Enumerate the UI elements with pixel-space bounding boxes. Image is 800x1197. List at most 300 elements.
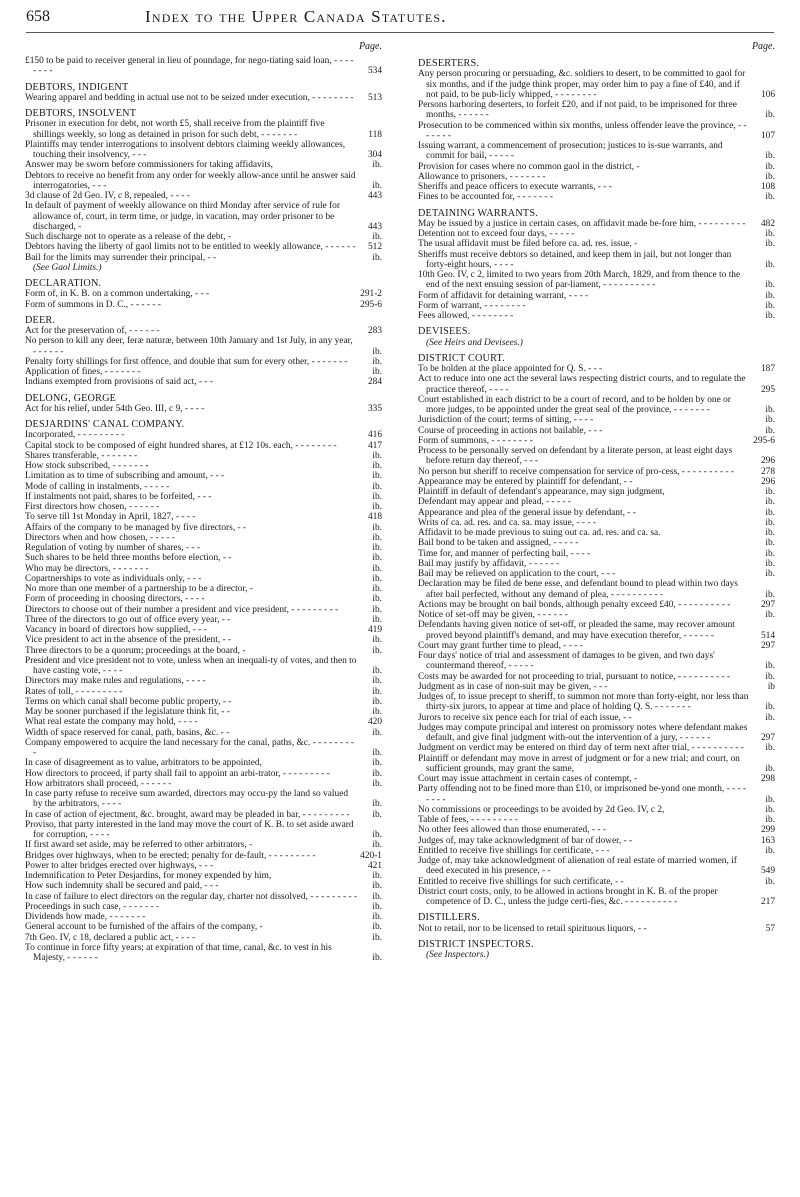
entry-text: No more than one member of a partnership to be a director, - bbox=[25, 584, 253, 594]
index-entry bbox=[25, 635, 382, 645]
index-entry bbox=[25, 584, 382, 594]
entry-text: Judges of, may take acknowledgment of bar of dower, - - bbox=[418, 835, 633, 846]
index-entry bbox=[25, 728, 382, 738]
entry-text: Bail for the limits may surrender their principal, - - bbox=[25, 252, 217, 263]
index-entry bbox=[418, 446, 775, 467]
index-entry bbox=[418, 69, 775, 100]
index-entry bbox=[25, 779, 382, 789]
index-entry bbox=[418, 477, 775, 487]
entry-page-ref: 297 bbox=[760, 640, 775, 651]
entry-page-ref: ib. bbox=[372, 160, 382, 171]
index-entry bbox=[418, 415, 775, 425]
index-entry bbox=[25, 861, 382, 871]
entry-page-ref: ib. bbox=[765, 161, 775, 172]
entry-text: Power to alter bridges erected over highways, - - - bbox=[25, 860, 213, 871]
entry-text: Incorporated, - - - - - - - - - bbox=[25, 430, 125, 441]
entry-text: No commissions or proceedings to be avoided by 2d Geo. IV, c 2, bbox=[418, 804, 665, 815]
entry-text: Proviso, that party interested in the land may move the court of K. B. to set aside award for corruption, - - - - bbox=[25, 819, 354, 840]
index-entry bbox=[25, 441, 382, 451]
entry-page-ref: 443 bbox=[367, 191, 382, 201]
entry-text: Notice of set-off may be given, - - - - - - bbox=[418, 610, 568, 620]
entry-text: Judgment as in case of non-suit may be given, - - - bbox=[418, 681, 608, 692]
entry-page-ref: ib. bbox=[765, 405, 775, 415]
entry-text: Sheriffs and peace officers to execute warrants, - - - bbox=[418, 182, 612, 192]
index-entry bbox=[25, 119, 382, 140]
page-title: Index to the Upper Canada Statutes. bbox=[145, 7, 447, 26]
entry-page-ref: 514 bbox=[760, 630, 775, 641]
index-heading: DISTRICT INSPECTORS. bbox=[418, 938, 534, 950]
entry-text: Width of space reserved for canal, path, basins, &c. - - bbox=[25, 727, 230, 738]
entry-page-ref: ib. bbox=[372, 758, 382, 769]
index-entry bbox=[25, 943, 382, 964]
index-heading: DESERTERS. bbox=[418, 58, 480, 69]
entry-page-ref: ib. bbox=[765, 229, 775, 239]
index-entry bbox=[25, 300, 382, 310]
index-entry bbox=[418, 651, 775, 672]
entry-page-ref: ib. bbox=[765, 311, 775, 321]
entry-text: How such indemnity shall be secured and paid, - - - bbox=[25, 881, 219, 892]
index-entry bbox=[25, 253, 382, 263]
entry-text: Such discharge not to operate as a release of the debt, - bbox=[25, 232, 231, 242]
entry-page-ref: ib. bbox=[372, 232, 382, 242]
entry-page-ref: ib. bbox=[372, 768, 382, 779]
entry-page-ref: ib. bbox=[765, 569, 775, 579]
entry-text: If instalments not paid, shares to be forfeited, - - - bbox=[25, 491, 212, 502]
index-entry bbox=[25, 697, 382, 707]
entry-text: How arbitrators shall proceed, - - - - - - bbox=[25, 778, 172, 789]
left-column bbox=[25, 42, 382, 963]
entry-page-ref: ib. bbox=[765, 290, 775, 301]
index-entry bbox=[25, 717, 382, 727]
entry-page-ref: ib. bbox=[765, 610, 775, 620]
entry-text: Writs of ca. ad. res. and ca. sa. may issue, - - - - bbox=[418, 517, 596, 528]
entry-page-ref: ib. bbox=[372, 696, 382, 707]
index-entry bbox=[25, 676, 382, 686]
entry-text: Provision for cases where no common gaol in the district, - bbox=[418, 161, 640, 172]
index-entry bbox=[25, 564, 382, 574]
entry-text: Party offending not to be fined more than £10, or imprisoned be-yond one month, - - - - - - - - bbox=[418, 784, 747, 805]
entry-page-ref: ib. bbox=[372, 799, 382, 810]
entry-page-ref: 283 bbox=[367, 326, 382, 336]
page-column-label: Page. bbox=[751, 41, 775, 52]
entry-text: Penalty forty shillings for first offence, and double that sum for every other, - - - - - - - bbox=[25, 356, 348, 367]
entry-text: Course of proceeding in actions not bailable, - - - bbox=[418, 425, 603, 436]
index-entry bbox=[418, 713, 775, 723]
index-entry bbox=[25, 922, 382, 932]
entry-text: May be sooner purchased if the legislature think fit, - - bbox=[25, 707, 230, 717]
entry-text: No person but sheriff to receive compensation for service of pro-cess, - - - - - - - - - - bbox=[418, 466, 735, 477]
entry-text: Debtors having the liberty of gaol limits not to be entitled to weekly allowance, - - - - - - bbox=[25, 242, 356, 253]
entry-text: Actions may be brought on bail bonds, although penalty exceed £40, - - - - - - - - - - bbox=[418, 599, 731, 610]
entry-text: Regulation of voting by number of shares, - - - bbox=[25, 543, 200, 553]
index-entry bbox=[418, 250, 775, 271]
index-entry bbox=[25, 232, 382, 242]
index-entry bbox=[418, 508, 775, 518]
entry-text: First directors how chosen, - - - - - - bbox=[25, 502, 160, 512]
entry-text: Affidavit to be made previous to suing out ca. ad. res. and ca. sa. bbox=[418, 528, 661, 538]
index-entry bbox=[25, 615, 382, 625]
entry-page-ref: 284 bbox=[367, 377, 382, 388]
entry-page-ref: ib bbox=[767, 681, 775, 692]
index-entry bbox=[418, 641, 775, 651]
entry-page-ref: ib. bbox=[372, 502, 382, 512]
index-entry bbox=[25, 758, 382, 768]
index-heading: DEBTORS, INSOLVENT bbox=[25, 108, 137, 119]
entry-page-ref: 295-6 bbox=[360, 299, 382, 310]
entry-page-ref: ib. bbox=[372, 356, 382, 367]
entry-page-ref: ib. bbox=[372, 563, 382, 574]
index-entry bbox=[418, 569, 775, 579]
entry-text: Jurisdiction of the court; terms of sitting, - - - - bbox=[418, 415, 594, 426]
index-entry bbox=[25, 933, 382, 943]
entry-page-ref: ib. bbox=[765, 815, 775, 825]
entry-text: Three of the directors to go out of office every year, - - bbox=[25, 614, 231, 625]
index-entry bbox=[25, 687, 382, 697]
entry-page-ref: ib. bbox=[765, 794, 775, 805]
entry-page-ref: ib. bbox=[372, 881, 382, 892]
index-entry bbox=[418, 723, 775, 744]
entry-text: Court may grant further time to plead, - - - - bbox=[418, 640, 583, 651]
entry-text: Capital stock to be composed of eight hundred shares, at £12 10s. each, - - - - - - - - bbox=[25, 440, 337, 451]
index-entry bbox=[25, 656, 382, 677]
entry-page-ref: ib. bbox=[372, 748, 382, 758]
entry-text: Process to be personally served on defendant by a literate person, at least eight days before return day thereof, - - - bbox=[418, 446, 733, 467]
entry-text: Allowance to prisoners, - - - - - - - bbox=[418, 171, 546, 182]
entry-text: Declaration may be filed de bene esse, and defendant bound to plead within two days after bail perfected, without any demand of plea, - - - - - - - - - - bbox=[418, 579, 738, 600]
index-entry bbox=[418, 743, 775, 753]
entry-page-ref: ib. bbox=[765, 110, 775, 121]
entry-text: Application of fines, - - - - - - - bbox=[25, 367, 141, 377]
entry-page-ref: ib. bbox=[765, 415, 775, 426]
entry-page-ref: ib. bbox=[372, 346, 382, 357]
entry-page-ref: 534 bbox=[367, 66, 382, 77]
entry-text: Form of summons in D. C., - - - - - - bbox=[25, 299, 161, 310]
entry-text: Vice president to act in the absence of the president, - - bbox=[25, 635, 232, 646]
entry-text: Act to reduce into one act the several laws respecting district courts, and to regulate the practice thereof, - - - - bbox=[418, 374, 746, 395]
entry-page-ref: ib. bbox=[372, 953, 382, 963]
entry-text: Indians exempted from provisions of said act, - - - bbox=[25, 377, 213, 388]
index-entry bbox=[25, 902, 382, 912]
index-entry bbox=[25, 430, 382, 440]
entry-page-ref: ib. bbox=[372, 840, 382, 851]
entry-text: Jurors to receive six pence each for trial of each issue, - - bbox=[418, 712, 632, 723]
index-entry bbox=[25, 881, 382, 891]
index-entry bbox=[25, 367, 382, 377]
entry-page-ref: 417 bbox=[367, 440, 382, 451]
index-entry bbox=[25, 840, 382, 850]
index-heading: DETAINING WARRANTS. bbox=[418, 207, 538, 219]
entry-page-ref: ib. bbox=[372, 584, 382, 594]
entry-page-ref: 107 bbox=[760, 130, 775, 141]
entry-page-ref: 443 bbox=[367, 221, 382, 232]
entry-page-ref: ib. bbox=[372, 553, 382, 564]
entry-text: Detention not to exceed four days, - - - - - bbox=[418, 229, 575, 239]
index-entry bbox=[25, 605, 382, 615]
index-entry bbox=[25, 289, 382, 299]
index-entry bbox=[418, 846, 775, 856]
entry-text: Who may be directors, - - - - - - - bbox=[25, 563, 149, 574]
entry-page-ref: ib. bbox=[765, 548, 775, 559]
entry-page-ref: ib. bbox=[372, 809, 382, 820]
entry-page-ref: 335 bbox=[367, 403, 382, 414]
index-heading: DEBTORS, INDIGENT bbox=[25, 81, 129, 93]
index-entry bbox=[418, 692, 775, 713]
entry-page-ref: ib. bbox=[372, 604, 382, 615]
entry-page-ref: ib. bbox=[765, 171, 775, 182]
index-entry bbox=[25, 461, 382, 471]
index-entry bbox=[25, 512, 382, 522]
index-entry bbox=[418, 805, 775, 815]
index-entry bbox=[418, 192, 775, 202]
entry-page-ref: 416 bbox=[367, 430, 382, 441]
entry-page-ref: ib. bbox=[765, 425, 775, 436]
entry-page-ref: ib. bbox=[765, 702, 775, 713]
index-entry bbox=[418, 836, 775, 846]
index-entry bbox=[25, 789, 382, 810]
index-entry bbox=[418, 239, 775, 249]
entry-page-ref: 106 bbox=[760, 89, 775, 100]
index-entry bbox=[418, 815, 775, 825]
entry-text: Judges of, to issue precept to sheriff, to summon not more than forty-eight, nor less than thirty-six jurors, to appear at time and place of holding Q. S. - - - - - - - bbox=[418, 692, 749, 713]
entry-page-ref: ib. bbox=[372, 922, 382, 933]
index-entry bbox=[25, 810, 382, 820]
index-entry bbox=[418, 754, 775, 775]
index-entry bbox=[418, 426, 775, 436]
entry-text: Costs may be awarded for not proceeding to trial, pursuant to notice, - - - - - - - - - - bbox=[418, 671, 731, 682]
entry-text: Bail may be relieved on application to the court, - - - bbox=[418, 569, 616, 579]
index-entry bbox=[418, 301, 775, 311]
entry-page-ref: 278 bbox=[760, 466, 775, 477]
index-entry bbox=[418, 518, 775, 528]
index-heading: DECLARATION. bbox=[25, 278, 102, 289]
index-entry bbox=[25, 523, 382, 533]
entry-page-ref: ib. bbox=[765, 743, 775, 754]
index-entry bbox=[25, 336, 382, 357]
entry-page-ref: ib. bbox=[372, 367, 382, 377]
entry-page-ref: ib. bbox=[765, 538, 775, 549]
entry-text: Form of, in K. B. on a common undertaking, - - - bbox=[25, 289, 210, 300]
entry-page-ref: ib. bbox=[372, 522, 382, 533]
see-reference: (See Heirs and Devisees.) bbox=[426, 337, 523, 348]
entry-page-ref: ib. bbox=[765, 661, 775, 672]
entry-page-ref: 295-6 bbox=[753, 435, 775, 446]
entry-page-ref: ib. bbox=[372, 573, 382, 584]
entry-text: Affairs of the company to be managed by five directors, - - bbox=[25, 522, 247, 533]
right-column bbox=[418, 42, 775, 960]
entry-page-ref: ib. bbox=[372, 614, 382, 625]
entry-page-ref: ib. bbox=[765, 300, 775, 311]
entry-page-ref: 420-1 bbox=[360, 850, 382, 861]
entry-page-ref: 217 bbox=[760, 897, 775, 907]
entry-page-ref: 304 bbox=[367, 150, 382, 160]
index-entry bbox=[418, 141, 775, 162]
entry-text: Limitation as to time of subscribing and amount, - - - bbox=[25, 471, 225, 482]
entry-text: Any person procuring or persuading, &c. soldiers to desert, to be committed to gaol for six months, and if the judge think proper, may order him to pay a fine of £40, and if not paid, to be pub-licly whipped, - - - - - - - - bbox=[418, 69, 746, 100]
entry-page-ref: 549 bbox=[760, 866, 775, 877]
entry-page-ref: ib. bbox=[372, 471, 382, 482]
entry-text: Plaintiffs may tender interrogations to insolvent debtors claiming weekly allowances, touching their insolvency, - - - bbox=[25, 139, 346, 160]
index-entry bbox=[25, 769, 382, 779]
entry-page-ref: ib. bbox=[765, 192, 775, 203]
index-entry bbox=[418, 436, 775, 446]
entry-text: May be issued by a justice in certain cases, on affidavit made be-fore him, - - - - - - - - - bbox=[418, 218, 746, 229]
entry-text: Answer may be sworn before commissioners for taking affidavits, bbox=[25, 160, 273, 171]
entry-text: Bail may justify by affidavit, - - - - - - bbox=[418, 558, 560, 569]
entry-text: Prisoner in execution for debt, not worth £5, shall receive from the plaintiff five shillings weekly, so long as detained in prison for such debt, - - - - - - - bbox=[25, 119, 325, 140]
header-rule bbox=[26, 32, 774, 33]
entry-text: Company empowered to acquire the land necessary for the canal, paths, &c. - - - - - - - - - bbox=[25, 737, 355, 758]
entry-text: Rates of toll, - - - - - - - - - bbox=[25, 686, 123, 697]
page-column-label: Page. bbox=[358, 41, 382, 52]
index-entry bbox=[418, 877, 775, 887]
entry-text: Shares transferable, - - - - - - - bbox=[25, 450, 138, 461]
index-entry bbox=[418, 497, 775, 507]
entry-text: Judges may compute principal and interest on promissory notes where defendant makes default, and give final judgment with-out the intervention of a jury, - - - - - - bbox=[418, 722, 748, 743]
entry-text: 10th Geo. IV, c 2, limited to two years from 20th March, 1829, and from thence to the end of the next ensuing session of par-liament, - - - - - - - - - - bbox=[418, 270, 741, 291]
index-entry bbox=[25, 451, 382, 461]
index-entry bbox=[25, 820, 382, 841]
see-reference: (See Gaol Limits.) bbox=[33, 262, 102, 273]
entry-page-ref: ib. bbox=[765, 876, 775, 887]
entry-page-ref: ib. bbox=[372, 543, 382, 553]
entry-text: District court costs, only, to be allowed in actions brought in K. B. of the proper competence of D. C., unless the judge certi-fies, &c. - - - - - - - - - - bbox=[418, 886, 718, 907]
entry-text: Defendant may appear and plead, - - - - - bbox=[418, 497, 572, 508]
entry-text: Form of affidavit for detaining warrant, - - - - bbox=[418, 290, 589, 301]
entry-text: In case of disagreement as to value, arbitrators to be appointed, bbox=[25, 758, 262, 769]
entry-page-ref: ib. bbox=[765, 259, 775, 270]
entry-text: Four days' notice of trial and assessment of damages to be given, and two days' countermand thereof, - - - - - bbox=[418, 651, 715, 672]
entry-page-ref: 420 bbox=[367, 717, 382, 728]
entry-page-ref: ib. bbox=[372, 901, 382, 912]
index-entry bbox=[25, 191, 382, 201]
entry-text: Appearance and plea of the general issue by defendant, - - bbox=[418, 507, 636, 518]
index-entry bbox=[25, 738, 382, 759]
entry-text: Defendants having given notice of set-off, or pleaded the same, may recover amount proved beyond plaintiff's demand, and may have execution therefor, - - - - - - bbox=[418, 620, 735, 641]
entry-text: In case of failure to elect directors on the regular day, charter not dissolved, - - - - - - - - - bbox=[25, 891, 358, 902]
entry-text: In default of payment of weekly allowance on third Monday after service of rule for allowance of, court, in term time, or judge, in vacation, may order prisoner to be discharged, - bbox=[25, 201, 340, 232]
entry-text: Directors to choose out of their number a president and vice president, - - - - - - - - - bbox=[25, 604, 339, 615]
entry-text: Directors when and how chosen, - - - - - bbox=[25, 532, 175, 543]
index-entry bbox=[25, 326, 382, 336]
entry-page-ref: 297 bbox=[760, 733, 775, 743]
entry-text: What real estate the company may hold, - - - - bbox=[25, 717, 198, 728]
entry-page-ref: ib. bbox=[372, 450, 382, 461]
index-entry bbox=[25, 851, 382, 861]
entry-text: General account to be furnished of the affairs of the company, - bbox=[25, 922, 263, 933]
index-heading: DISTILLERS. bbox=[418, 912, 480, 924]
entry-page-ref: ib. bbox=[765, 280, 775, 291]
index-entry bbox=[25, 357, 382, 367]
entry-text: Copartnerships to vote as individuals only, - - - bbox=[25, 573, 202, 584]
entry-page-ref: ib. bbox=[372, 461, 382, 471]
index-entry bbox=[418, 182, 775, 192]
index-entry bbox=[418, 600, 775, 610]
entry-text: How stock subscribed, - - - - - - - bbox=[25, 461, 149, 471]
index-entry bbox=[25, 892, 382, 902]
entry-text: How directors to proceed, if party shall fail to appoint an arbi-trator, - - - - - - - - - bbox=[25, 768, 330, 779]
entry-text: Form of warrant, - - - - - - - - bbox=[418, 300, 526, 311]
entry-page-ref: 118 bbox=[368, 129, 382, 140]
entry-page-ref: 298 bbox=[760, 774, 775, 784]
entry-text: If first award set aside, may be referred to other arbitrators, - bbox=[25, 840, 253, 851]
index-entry bbox=[418, 364, 775, 374]
index-heading: DEER. bbox=[25, 314, 56, 326]
index-entry bbox=[25, 482, 382, 492]
entry-text: Not to retail, nor to be licensed to retail spirituous liquors, - - bbox=[418, 923, 647, 934]
entry-text: Sheriffs must receive debtors so detained, and keep them in jail, but not longer than forty-eight hours, - - - - bbox=[418, 249, 732, 270]
index-entry bbox=[25, 471, 382, 481]
index-heading: DESJARDINS' CANAL COMPANY. bbox=[25, 419, 185, 430]
index-entry bbox=[418, 487, 775, 497]
entry-text: Judge of, may take acknowledgment of alienation of real estate of married women, if deed executed in his presence, - - bbox=[418, 856, 737, 877]
entry-text: 7th Geo. IV, c 18, declared a public act, - - - - bbox=[25, 932, 196, 943]
entry-text: 3d clause of 2d Geo. IV, c 8, repealed, - - - - bbox=[25, 191, 190, 201]
entry-text: Dividends how made, - - - - - - - bbox=[25, 912, 146, 922]
entry-page-ref: ib. bbox=[765, 517, 775, 528]
entry-text: To serve till 1st Monday in April, 1827, - - - - bbox=[25, 512, 196, 523]
index-entry bbox=[25, 404, 382, 414]
entry-page-ref: 418 bbox=[367, 512, 382, 523]
entry-text: Fines to be accounted for, - - - - - - - bbox=[418, 192, 553, 203]
index-entry bbox=[418, 100, 775, 121]
entry-text: No person to kill any deer, feræ naturæ, between 10th January and 1st July, in any year, - - - - - - bbox=[25, 336, 353, 357]
index-heading: DELONG, GEORGE bbox=[25, 392, 117, 404]
index-entry bbox=[418, 559, 775, 569]
entry-page-ref: ib. bbox=[372, 727, 382, 738]
entry-page-ref: 513 bbox=[367, 92, 382, 103]
entry-page-ref: ib. bbox=[765, 497, 775, 508]
entry-text: Court established in each district to be a court of record, and to be holden by one or more judges, to be appointed under the great seal of the province, - - - - - - - bbox=[418, 394, 731, 415]
entry-text: Act for his relief, under 54th Geo. III, c 9, - - - - bbox=[25, 403, 205, 414]
entry-page-ref: 295 bbox=[760, 384, 775, 395]
entry-text: £150 to be paid to receiver general in lieu of poundage, for nego-tiating said loan, - - - - - - - - bbox=[25, 56, 354, 77]
entry-page-ref: 421 bbox=[367, 860, 382, 871]
index-entry bbox=[418, 162, 775, 172]
entry-page-ref: ib. bbox=[372, 778, 382, 789]
entry-page-ref: ib. bbox=[372, 252, 382, 263]
page-header bbox=[0, 0, 800, 40]
index-entry bbox=[25, 140, 382, 161]
index-entry bbox=[418, 395, 775, 416]
entry-page-ref: 419 bbox=[367, 625, 382, 635]
entry-page-ref: 297 bbox=[760, 599, 775, 610]
entry-text: Plaintiff in default of defendant's appearance, may sign judgment, bbox=[418, 487, 665, 497]
index-entry bbox=[418, 172, 775, 182]
see-reference: (See Inspectors.) bbox=[426, 950, 489, 960]
entry-text: Time for, and manner of perfecting bail, - - - - bbox=[418, 548, 591, 559]
index-entry bbox=[418, 467, 775, 477]
entry-text: Debtors to receive no benefit from any order for weekly allow-ance until he answer said interrogatories, - - - bbox=[25, 170, 356, 191]
entry-page-ref: 482 bbox=[760, 218, 775, 229]
index-entry bbox=[25, 871, 382, 881]
entry-page-ref: 296 bbox=[760, 476, 775, 487]
index-entry bbox=[25, 625, 382, 635]
index-entry bbox=[25, 543, 382, 553]
index-entry bbox=[25, 574, 382, 584]
index-entry bbox=[25, 533, 382, 543]
entry-page-ref: ib. bbox=[765, 507, 775, 518]
entry-text: In case party refuse to receive sum awarded, directors may occu-py the land so valued by the arbitrators, - - - - bbox=[25, 789, 349, 810]
entry-page-ref: ib. bbox=[372, 666, 382, 676]
entry-text: Entitled to receive five shillings for certificate, - - - bbox=[418, 845, 610, 856]
index-entry bbox=[418, 528, 775, 538]
entry-page-ref: ib. bbox=[765, 712, 775, 723]
index-entry bbox=[418, 579, 775, 600]
index-entry bbox=[25, 553, 382, 563]
index-entry bbox=[418, 270, 775, 291]
entry-page-ref: ib. bbox=[372, 830, 382, 840]
index-entry bbox=[418, 682, 775, 692]
